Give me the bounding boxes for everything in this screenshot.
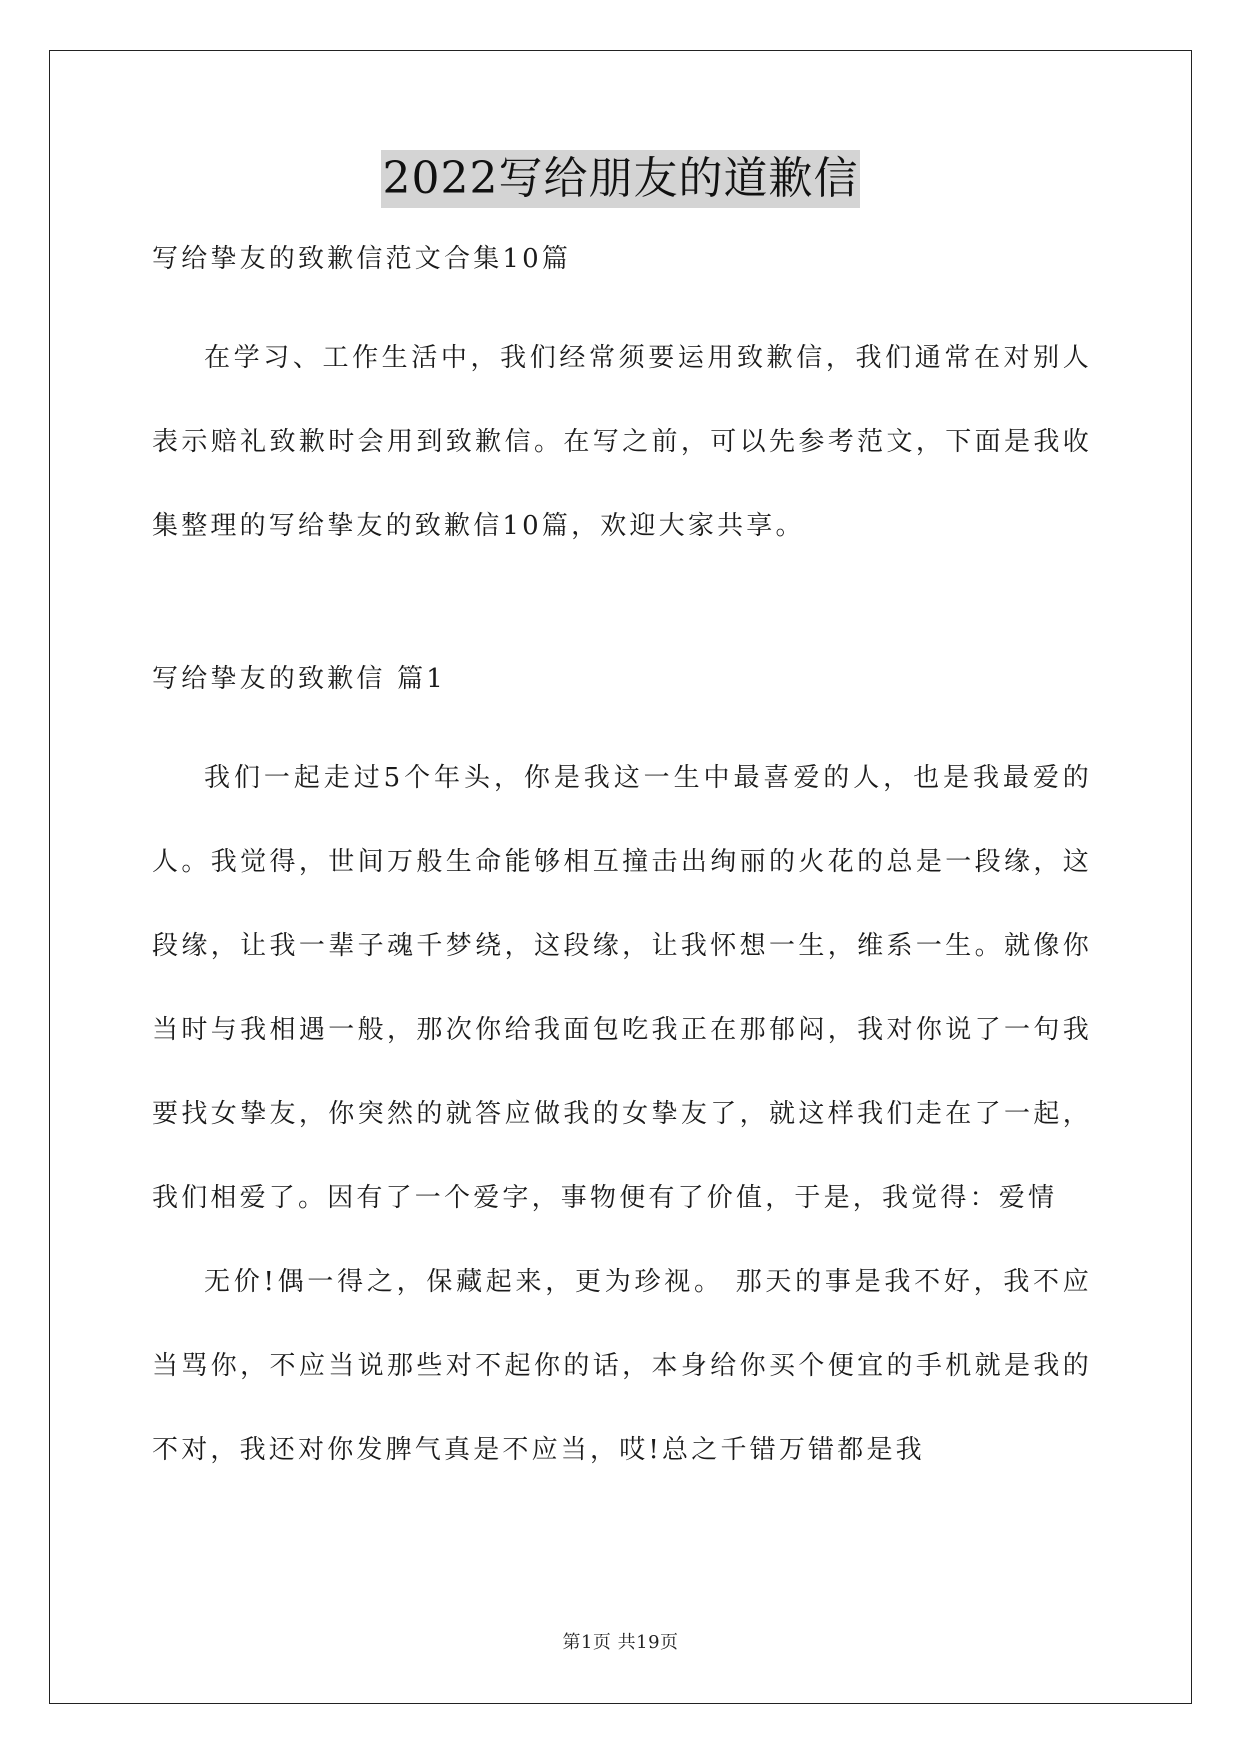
- page-number-footer: 第1页 共19页: [562, 1632, 679, 1653]
- body-paragraph: 无价!偶一得之，保藏起来，更为珍视。 那天的事是我不好，我不应当骂你，不应当说那些对不起你的话，本身给你买个便宜的手机就是我的不对，我还对你发脾气真是不应当，哎!总之千错万错都是我: [152, 1267, 1092, 1465]
- section-spacer: [152, 568, 1092, 652]
- document-title: 2022写给朋友的道歉信: [381, 150, 861, 208]
- body-paragraph: 我们一起走过5个年头，你是我这一生中最喜爱的人，也是我最爱的人。我觉得，世间万般生命能够相互撞击出绚丽的火花的总是一段缘，这段缘，让我一辈子魂千梦绕，这段缘，让我怀想一生，维系一生。就像你当时与我相遇一般，那次你给我面包吃我正在那郁闷，我对你说了一句我要找女挚友，你突然的就答应做我的女挚友了，就这样我们走在了一起，我们相爱了。因有了一个爱字，事物便有了价值，于是，我觉得：爱情: [152, 763, 1092, 1213]
- document-body: [152, 232, 1092, 1492]
- title-container: [0, 150, 1241, 208]
- section-heading: 写给挚友的致歉信 篇1: [152, 664, 447, 694]
- intro-paragraph: 在学习、工作生活中，我们经常须要运用致歉信，我们通常在对别人表示赔礼致歉时会用到致歉信。在写之前，可以先参考范文，下面是我收集整理的写给挚友的致歉信10篇，欢迎大家共享。: [152, 343, 1092, 541]
- document-subtitle: 写给挚友的致歉信范文合集10篇: [152, 244, 572, 274]
